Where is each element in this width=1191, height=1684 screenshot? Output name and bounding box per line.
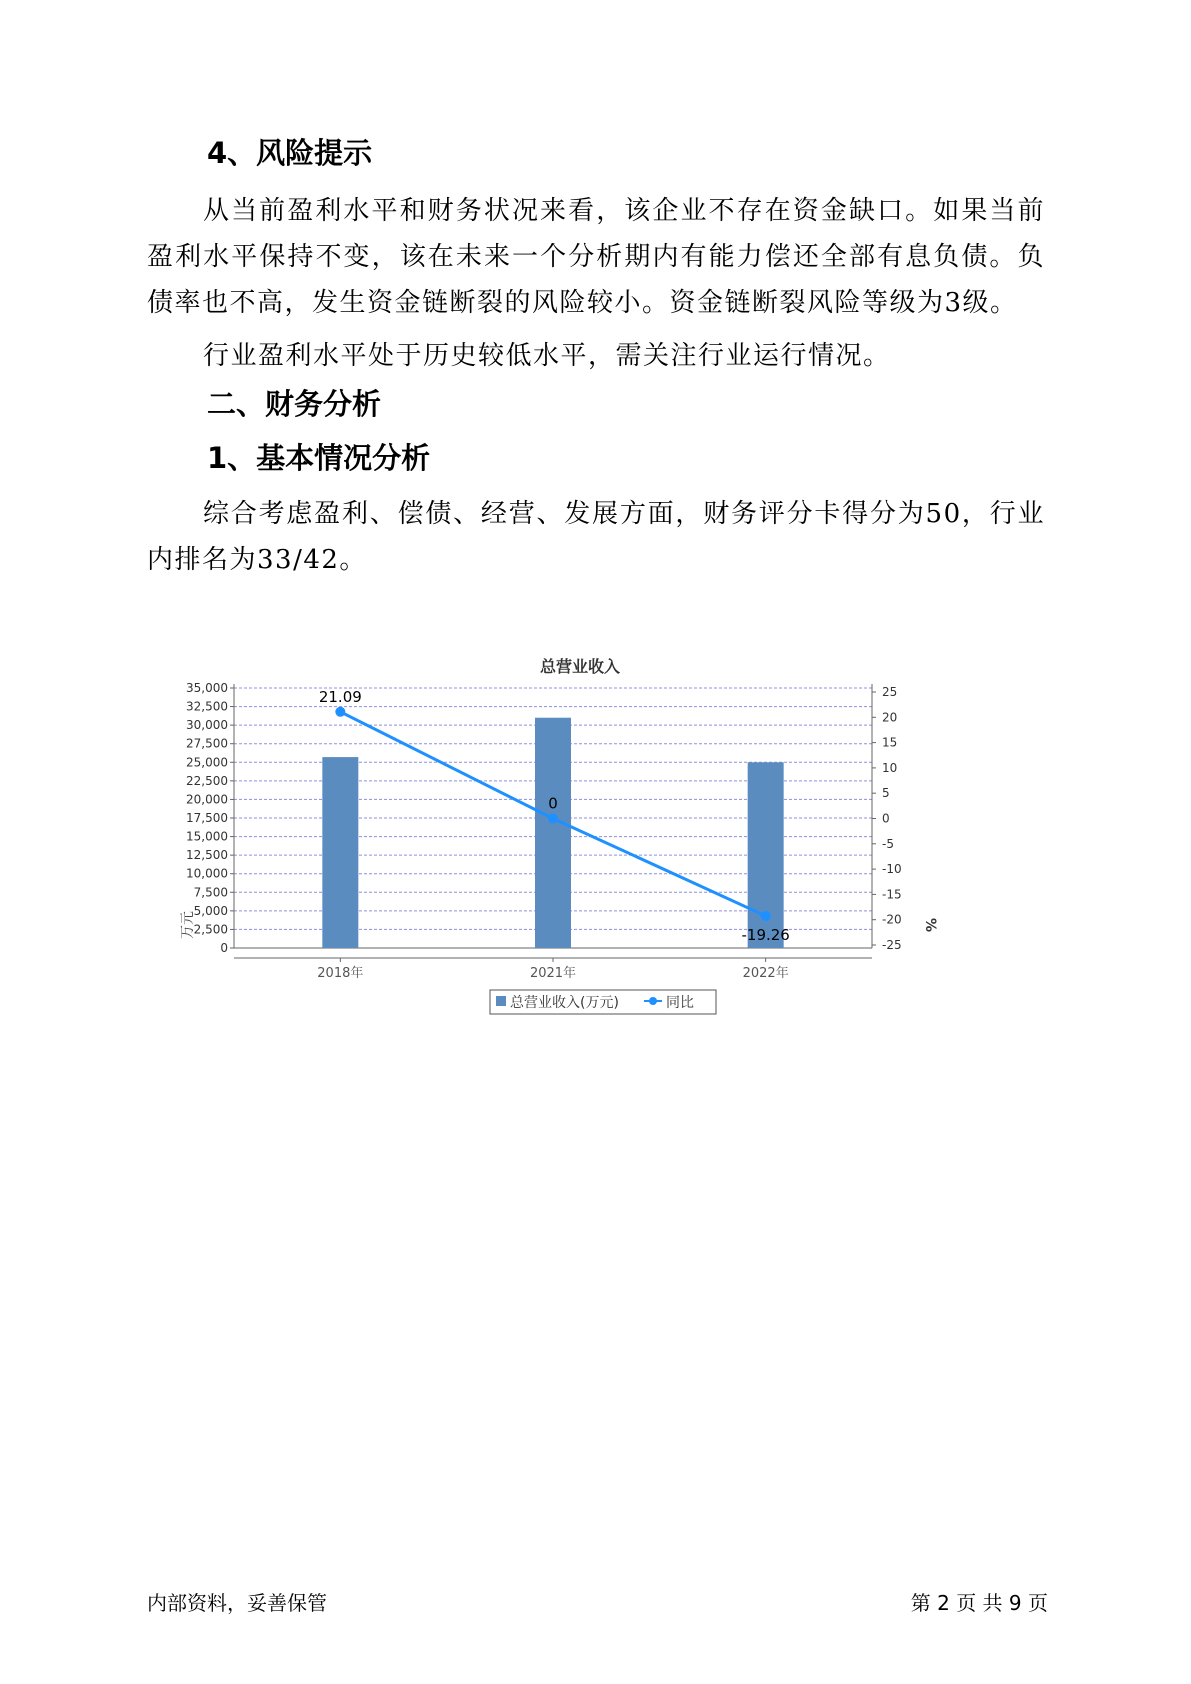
chart-legend <box>490 990 716 1014</box>
left-tick-label: 7,500 <box>193 885 228 900</box>
chart-title: 总营业收入 <box>539 657 621 676</box>
yoy-point <box>761 911 771 921</box>
bar-series <box>322 718 783 948</box>
left-tick-label: 12,500 <box>186 848 228 863</box>
left-tick-label: 27,500 <box>186 736 228 751</box>
right-tick-label: 10 <box>882 760 898 775</box>
y-axis-label: 万元 <box>180 911 196 939</box>
yoy-data-label: -19.26 <box>741 925 790 944</box>
basic-heading: 1、基本情况分析 <box>207 441 431 475</box>
left-tick-label: 10,000 <box>186 866 228 881</box>
left-tick-label: 5,000 <box>193 903 228 918</box>
left-tick-label: 0 <box>220 941 228 955</box>
left-tick-label: 25,000 <box>186 755 228 770</box>
yoy-point <box>335 707 345 717</box>
right-tick-label: 15 <box>882 735 898 750</box>
left-tick-label: 15,000 <box>186 829 228 844</box>
yoy-data-label: 21.09 <box>318 687 362 706</box>
left-tick-label: 17,500 <box>186 811 228 825</box>
legend-line-label: 同比 <box>666 995 694 1011</box>
legend-bar-swatch <box>496 996 506 1006</box>
yoy-point <box>548 814 558 824</box>
yoy-data-label: 0 <box>548 794 558 813</box>
left-tick-label: 2,500 <box>193 922 228 937</box>
y2-axis-label: % <box>922 917 938 933</box>
x-axis-labels <box>317 958 788 981</box>
right-tick-label: 20 <box>882 710 898 725</box>
legend-line-marker <box>649 997 657 1005</box>
basic-paragraph: 综合考虑盈利、偿债、经营、发展方面，财务评分卡得分为50，行业内排名为33/42。 <box>147 499 1045 575</box>
right-tick-label: 5 <box>882 786 890 801</box>
right-tick-label: 0 <box>882 811 890 826</box>
right-tick-label: 25 <box>882 685 898 699</box>
right-tick-label: -5 <box>882 836 894 851</box>
revenue-chart <box>150 640 1030 1080</box>
industry-note: 行业盈利水平处于历史较低水平，需关注行业运行情况。 <box>203 341 891 371</box>
right-tick-label: -20 <box>882 912 902 927</box>
footer-left: 内部资料，妥善保管 <box>147 1591 327 1615</box>
left-tick-label: 32,500 <box>186 699 228 714</box>
right-axis-ticks <box>872 685 902 952</box>
bar <box>535 718 571 948</box>
footer-right: 第 2 页 共 9 页 <box>910 1591 1048 1615</box>
x-tick-label: 2018年 <box>317 966 364 981</box>
left-tick-label: 22,500 <box>186 773 228 788</box>
x-tick-label: 2022年 <box>742 966 789 981</box>
left-tick-label: 35,000 <box>186 681 228 695</box>
left-tick-label: 20,000 <box>186 792 228 807</box>
bar <box>322 757 358 948</box>
x-tick-label: 2021年 <box>529 966 577 981</box>
right-tick-label: -25 <box>882 938 902 952</box>
finance-heading: 二、财务分析 <box>207 387 382 421</box>
legend-bar-label: 总营业收入(万元) <box>510 995 619 1011</box>
risk-paragraph: 从当前盈利水平和财务状况来看，该企业不存在资金缺口。如果当前盈利水平保持不变，该在未来一个分析期内有能力偿还全部有息负债。负债率也不高，发生资金链断裂的风险较小。资金链断裂风险等级为3级。 <box>147 196 1045 318</box>
right-tick-label: -10 <box>882 862 902 877</box>
left-tick-label: 30,000 <box>186 718 228 733</box>
right-tick-label: -15 <box>882 887 902 902</box>
risk-heading: 4、风险提示 <box>207 136 373 170</box>
